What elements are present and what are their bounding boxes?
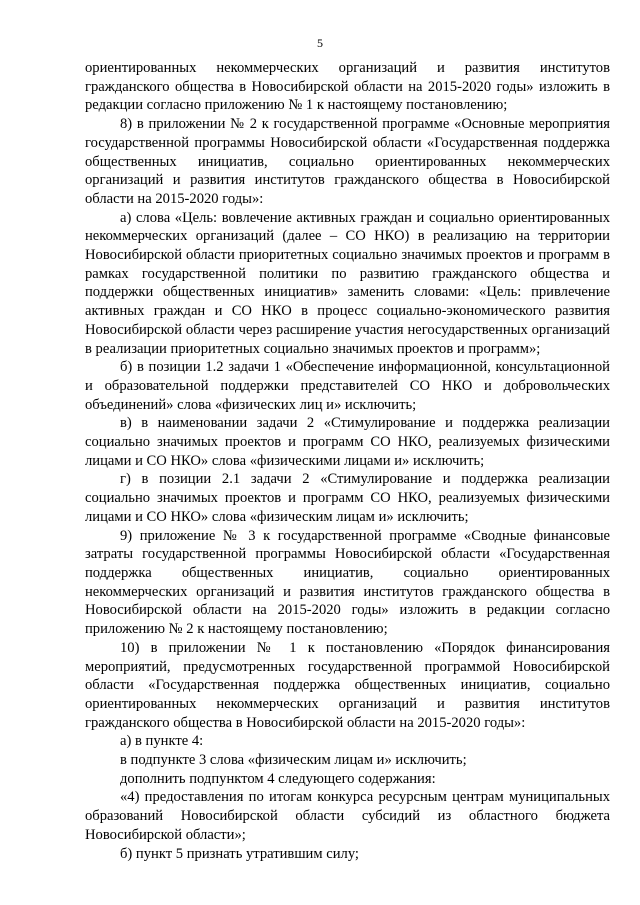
paragraph-item-8v: в) в наименовании задачи 2 «Стимулирование и поддержка реализации социально значимых проектов и программ СО НКО, реализуемых физическими лицами и СО НКО» слова «физическими лицами и» исключить; — [85, 415, 610, 469]
paragraph-item-8a: а) слова «Цель: вовлечение активных граждан и социально ориентированных некоммерческих организаций (далее – СО НКО) в реализацию на территории Новосибирской области приоритетных социально значимых проектов и программ в рамках государственной политики по развитию гражданского общества и поддержки общественных инициатив» заменить словами: «Цель: привлечение активных граждан и СО НКО в процесс социально-экономического развития Новосибирской области через расширение участия негосударственных организаций в реализации приоритетных социально значимых проектов и программ»; — [85, 209, 610, 357]
paragraph-item-10b: б) пункт 5 признать утратившим силу; — [120, 845, 359, 862]
paragraph-item-10a: а) в пункте 4: — [120, 733, 204, 750]
paragraph-item-8b: б) в позиции 1.2 задачи 1 «Обеспечение информационной, консультационной и образовательной поддержки представителей СО НКО и добровольческих объединений» слова «физических лиц и» исключить; — [85, 359, 610, 413]
paragraph-subitem-3: в подпункте 3 слова «физическим лицам и» исключить; — [120, 752, 467, 769]
document-body — [85, 59, 610, 863]
paragraph-add-subitem: дополнить подпунктом 4 следующего содержания: — [120, 770, 436, 787]
paragraph-item-8: 8) в приложении № 2 к государственной программе «Основные мероприятия государственной программы Новосибирской области «Государственная поддержка общественных инициатив, социально ориентированных некоммерческих организаций и развития институтов гражданского общества в Новосибирской области на 2015-2020 годы»: — [85, 116, 610, 207]
paragraph-1: ориентированных некоммерческих организаций и развития институтов гражданского общества в Новосибирской области на 2015-2020 годы» изложить в редакции согласно приложению № 1 к настоящему постановлению; — [85, 60, 610, 114]
paragraph-item-8g: г) в позиции 2.1 задачи 2 «Стимулирование и поддержка реализации социально значимых проектов и программ СО НКО, реализуемых физическими лицами и СО НКО» слова «физическим лицам и» исключить; — [85, 471, 610, 525]
paragraph-subitem-4-text: «4) предоставления по итогам конкурса ресурсным центрам муниципальных образований Новосибирской области субсидий из областного бюджета Новосибирской области»; — [85, 789, 610, 843]
paragraph-item-10: 10) в приложении № 1 к постановлению «Порядок финансирования мероприятий, предусмотренных государственной программой Новосибирской области «Государственная поддержка общественных инициатив, социально ориентированных некоммерческих организаций и развития институтов гражданского общества в Новосибирской области на 2015-2020 годы»: — [85, 639, 610, 731]
paragraph-item-9: 9) приложение № 3 к государственной программе «Сводные финансовые затраты государственной программы Новосибирской области «Государственная поддержка общественных инициатив, социально ориентированных некоммерческих организаций и развития институтов гражданского общества в Новосибирской области на 2015-2020 годы» изложить в редакции согласно приложению № 2 к настоящему постановлению; — [85, 527, 610, 638]
page-number: 5 — [317, 36, 323, 50]
